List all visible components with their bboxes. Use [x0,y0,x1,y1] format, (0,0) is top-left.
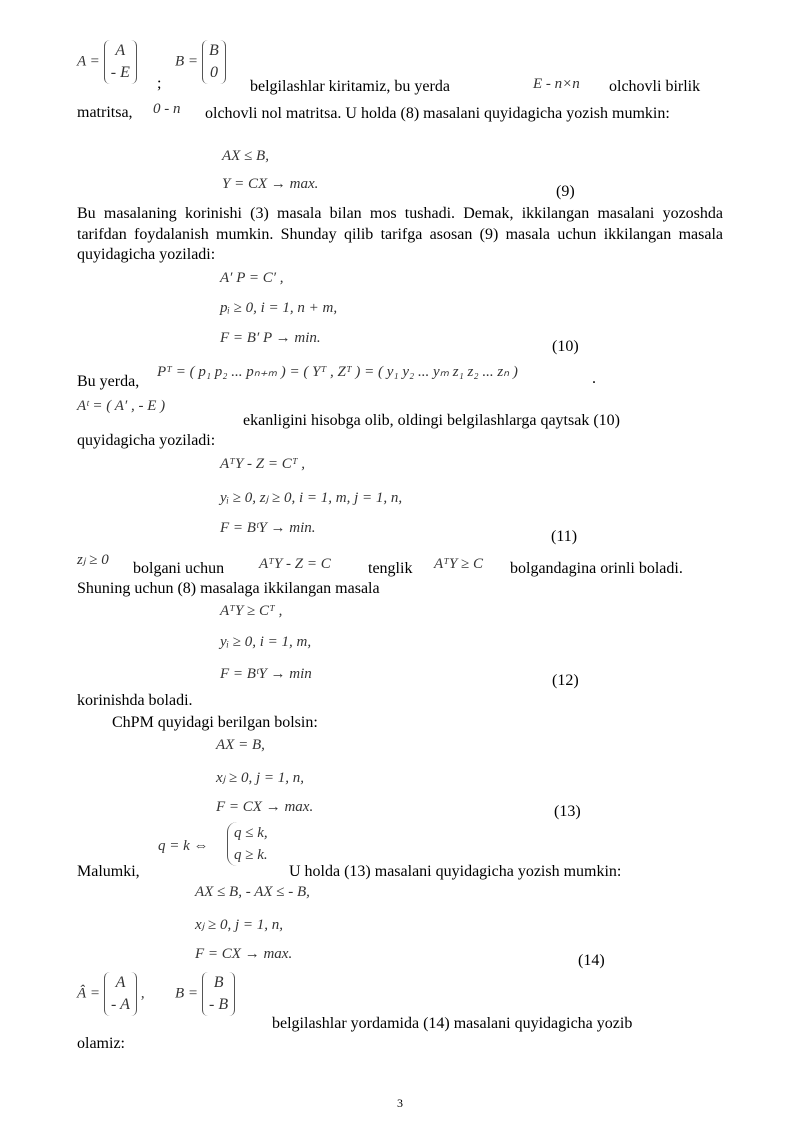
matrix-a-lhs: A = [77,53,100,70]
matrix-b-row2: 0 [209,64,218,81]
eq13-number: (13) [554,803,581,820]
para3-start: Bu yerda, [77,373,140,390]
para8-rest: U holda (13) masalani quyidagicha yozish mumkin: [289,863,622,880]
eq11-line1: AᵀY - Z = Cᵀ , [220,456,306,472]
eq10-number: (10) [552,338,579,355]
matrix-ahat-body [104,972,137,1016]
para1-rest: olchovli nol matritsa. U holda (8) masalani quyidagicha yozish mumkin: [205,105,670,122]
para8-start: Malumki, [77,863,140,880]
equality-formula: AᵀY - Z = C [259,556,331,572]
semicolon: ; [157,75,162,92]
para5-line2: Shuning uchun (8) masalaga ikkilangan masala [77,580,380,597]
eq11-line2: yᵢ ≥ 0, zⱼ ≥ 0, i = 1, m, j = 1, n, [220,490,403,506]
eq10-line3: F = B′ P → min. [220,330,321,346]
eq11-number: (11) [551,528,578,545]
equiv-lhs: q = k ⇔ [158,838,209,854]
eq13-line2: xⱼ ≥ 0, j = 1, n, [216,770,305,786]
equiv-system [227,822,268,866]
matrix-a-row1: A [115,42,126,59]
eq9-line2: Y = CX → max. [222,176,319,192]
eq12-number: (12) [552,672,579,689]
eq14-line1: AX ≤ B, - AX ≤ - B, [195,884,310,900]
page-number: 3 [397,1096,403,1110]
matrix-b-lhs: B = [175,53,199,70]
intro-text-b: olchovli birlik [609,78,701,95]
matrix-a-def [77,40,137,84]
para4-rest-a: ekanligini hisobga olib, oldingi belgilashlarga qaytsak (10) [243,412,620,429]
equiv-row2: q ≥ k. [234,847,268,863]
z-nonneg: zⱼ ≥ 0 [77,552,109,568]
matrix-b-def [175,40,226,84]
eq13-line1: AX = B, [216,737,265,753]
eq12-line1: AᵀY ≥ Cᵀ , [220,603,283,619]
eq9-number: (9) [556,183,575,200]
para9-line2: olamiz: [77,1035,125,1052]
matrix-ahat-lhs: Â = [77,985,101,1002]
p-transpose-formula: Pᵀ = ( p₁ p₂ ... pₙ₊ₘ ) = ( Yᵀ , Zᵀ ) = ( y₁ y₂ ... yₘ z₁ z₂ ... zₙ ) [157,364,518,380]
para5-t2: tenglik [368,560,413,577]
matrix-ahat-row1: A [115,974,126,991]
eq12-line3: F = BᵗY → min [220,666,312,682]
eq13-line3: F = CX → max. [216,799,314,815]
matrix-b2-lhs: B = [175,985,199,1002]
eq12-line2: yᵢ ≥ 0, i = 1, m, [220,634,312,650]
eq14-number: (14) [578,952,605,969]
para1-start: matritsa, [77,104,133,121]
matrix-ahat-def [77,972,145,1016]
equiv-row1: q ≤ k, [234,825,268,841]
para5-t1: bolgani uchun [133,560,225,577]
intro-text-a: belgilashlar kiritamiz, bu yerda [250,78,450,95]
eq10-line2: pᵢ ≥ 0, i = 1, n + m, [220,300,338,316]
a-t-formula: Aᵗ = ( A′ , - E ) [77,398,166,414]
matrix-b-row1: B [209,42,219,59]
matrix-b2-row2: - B [209,996,229,1013]
matrix-ahat-row2: - A [111,996,130,1013]
matrix-b2-def [175,972,235,1016]
identity-dim: E - n×n [533,76,580,92]
para4-rest-b: quyidagicha yoziladi: [77,432,216,449]
matrix-comma: , [140,985,145,1002]
para7: ChPM quyidagi berilgan bolsin: [112,714,318,731]
matrix-b-body [202,40,226,84]
matrix-a-row2: - E [110,64,130,81]
matrix-a-body [104,40,137,84]
para5-t3: bolgandagina orinli boladi. [510,560,683,577]
para3-end: . [592,370,596,387]
eq9-line1: AX ≤ B, [222,148,269,164]
zero-dim: 0 - n [153,101,181,117]
eq11-line3: F = BᵗY → min. [220,520,316,536]
para6: korinishda boladi. [77,692,193,709]
para2: Bu masalaning korinishi (3) masala bilan mos tushadi. Demak, ikkilangan masalani yozoshda tarifdan foydalanish mumkin. Shunday qilib tarifga asosan (9) masala uchun ikkilangan masala quyidagicha yoziladi: [77,205,723,263]
eq14-line3: F = CX → max. [195,946,293,962]
para9-rest: belgilashlar yordamida (14) masalani quyidagicha yozib [272,1015,633,1032]
matrix-b2-row1: B [213,974,224,991]
eq14-line2: xⱼ ≥ 0, j = 1, n, [195,917,284,933]
matrix-b2-body [202,972,235,1016]
inequality-formula: AᵀY ≥ C [434,556,484,572]
eq10-line1: A′ P = C′ , [220,270,284,286]
